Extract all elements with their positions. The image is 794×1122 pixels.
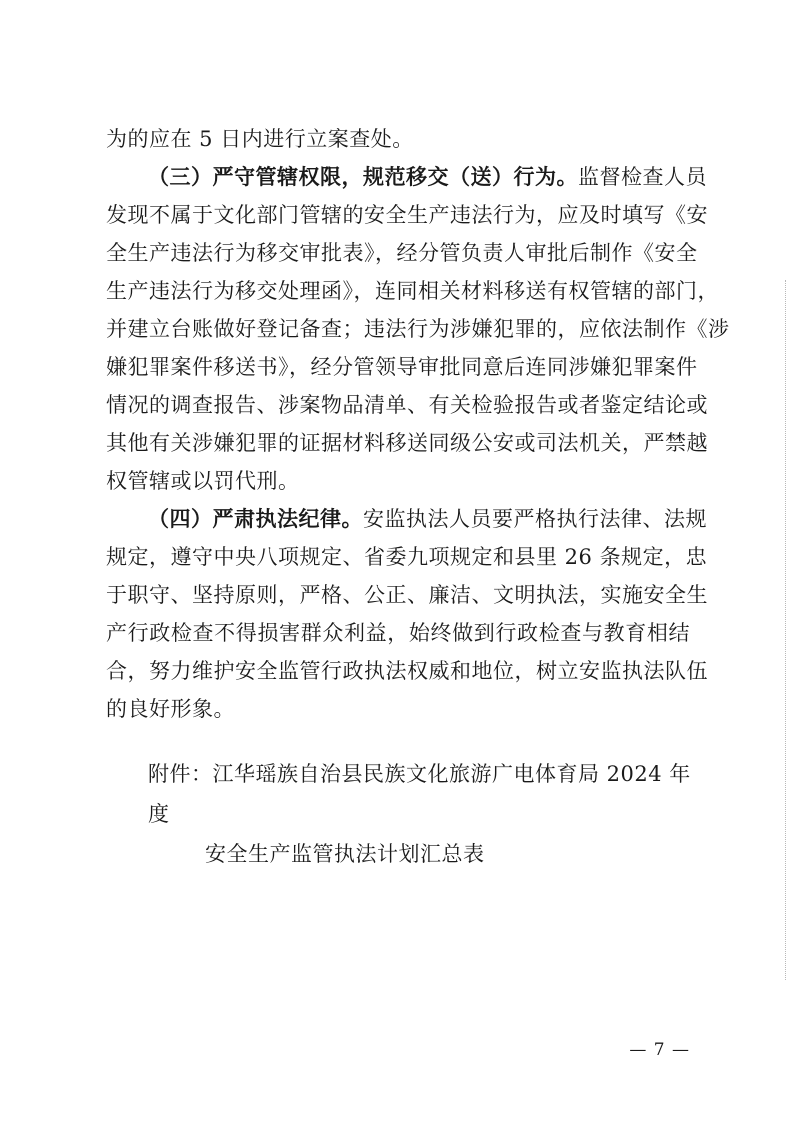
section-3-line: 并建立台账做好登记备查；违法行为涉嫌犯罪的，应依法制作《涉: [106, 317, 730, 341]
section-3-line: 权管辖或以罚代刑。: [106, 469, 300, 493]
paragraph-continuation-line: 为的应在 5 日内进行立案查处。: [106, 127, 414, 151]
section-3-line: 全生产违法行为移交审批表》，经分管负责人审批后制作《安全: [106, 241, 698, 265]
section-4-line: 规定，遵守中央八项规定、省委九项规定和县里 26 条规定，忠: [106, 545, 708, 569]
section-4-line: 于职守、坚持原则，严格、公正、廉洁、文明执法，实施安全生: [106, 583, 708, 607]
section-3-line: 嫌犯罪案件移送书》，经分管领导审批同意后连同涉嫌犯罪案件: [106, 355, 698, 379]
section-3-line: 情况的调查报告、涉案物品清单、有关检验报告或者鉴定结论或: [106, 393, 708, 417]
section-3-first-rest: 监督检查人员: [578, 165, 707, 189]
section-3-first-line: [106, 158, 707, 196]
section-3-heading: （三）严守管辖权限，规范移交（送）行为。: [148, 164, 578, 189]
body-text: [106, 120, 730, 728]
section-4-heading: （四）严肃执法纪律。: [148, 506, 363, 531]
section-3-line: 生产违法行为移交处理函》，连同相关材料移送有权管辖的部门，: [106, 279, 719, 303]
attachment-title-part-1: 江华瑶族自治县民族文化旅游广电体育局 2024 年度: [148, 762, 691, 826]
section-4-line: 产行政检查不得损害群众利益，始终做到行政检查与教育相结: [106, 621, 690, 645]
attachment-title-part-2: 安全生产监管执法计划汇总表: [205, 842, 485, 866]
attachment-line-1: [148, 754, 708, 834]
section-4-first-line: [106, 500, 707, 538]
binding-margin-line: [783, 280, 786, 980]
section-4-line: 的良好形象。: [106, 697, 235, 721]
section-3-line: 发现不属于文化部门管辖的安全生产违法行为，应及时填写《安: [106, 203, 708, 227]
page-number: — 7 —: [629, 1040, 690, 1060]
section-4-line: 合，努力维护安全监管行政执法权威和地位，树立安监执法队伍: [106, 659, 708, 683]
section-4-first-rest: 安监执法人员要严格执行法律、法规: [363, 507, 707, 531]
attachment-note: [148, 754, 708, 874]
section-3-line: 其他有关涉嫌犯罪的证据材料移送同级公安或司法机关，严禁越: [106, 431, 708, 455]
attachment-label: 附件：: [148, 762, 213, 786]
